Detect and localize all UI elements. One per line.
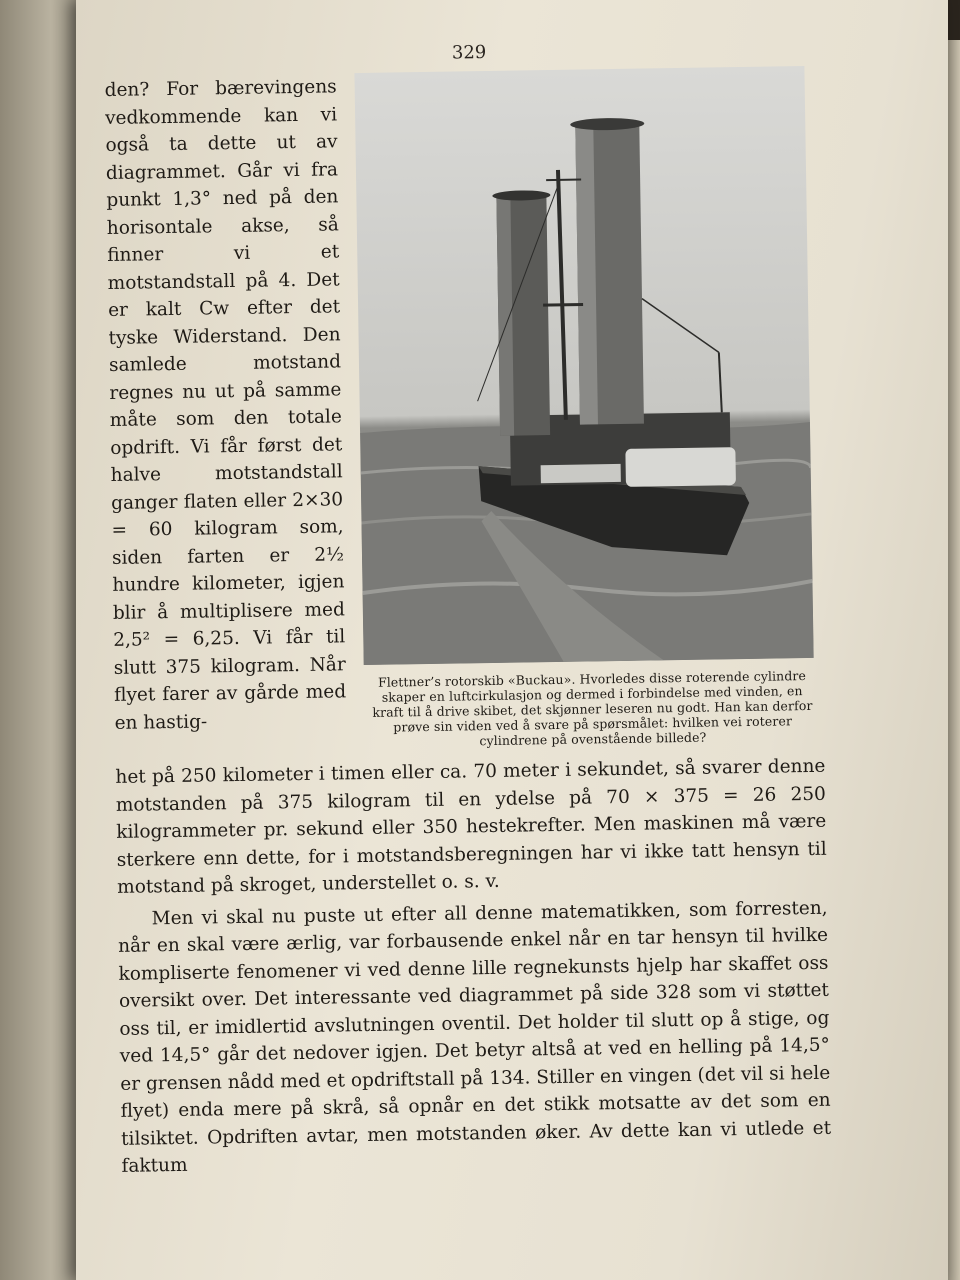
paragraph-1-narrow: den? For bærevingens vedkommende kan vi også ta dette ut av diagrammet. Går vi fra punkt 1,3° ned på den horisontale akse, så finner vi et motstandstall på 4. Det er kalt Cw efter det tyske Widerstand. Den samlede motstand regnes nu ut på samme måte som den totale opdrift. Vi får først det halve motstandstall ganger flaten eller 2×30 = 60 kilogram som, siden farten er 2½ hundre kilometer, igjen blir å multiplisere med 2,5² = 6,25. Vi får til slutt 375 kilogram. Når flyet farer av gårde med en hastig- (104, 76, 347, 734)
page-number: 329 (451, 41, 487, 64)
paragraph-2: Men vi skal nu puste ut efter all denne matematikken, som forresten, når en skal være ærlig, var forbausende enkel når en tar hensyn til hvilke kompliserte fenomener vi ved denne lille regnekunsts hjelp har skaffet oss oversikt over. Det interessante ved diagrammet på side 328 som vi støttet oss til, er imidlertid avslutningen oventil. Det holder til slutt op å stige, og ved 14,5° går det nedover igjen. Det betyr altså at ved en helling på 14,5° er grensen nådd med et opdriftstall på 134. Stiller en vingen (det vil si hele flyet) enda mere på skrå, så opnår en det stikk motsatte av det som en tilsiktet. Opdriften avtar, men motstanden øker. Av dette kan vi utlede et faktum (117, 897, 832, 1177)
rotor-ship-photo (354, 66, 813, 665)
figure-caption: Flettner’s rotorskib «Buckau». Hvorledes disse roterende cylindre skaper en luftcirkulasjon og dermed i forbindelse med vinden, en kraft til å drive skibet, det skjønner leseren nu godt. Han kan derfor prøve sin viden ved å svare på spørsmålet: hvilken vei roterer cylindrene på ovenstående billede? (372, 668, 813, 749)
page-content (104, 37, 832, 1181)
book-page (76, 0, 948, 1280)
figure (354, 66, 825, 750)
paragraph-1-continuation: het på 250 kilometer i timen eller ca. 70 meter i sekundet, så svarer denne motstanden på 375 kilogram til en ydelse på 70 × 375 = 26 250 kilogrammeter pr. sekund eller 350 hestekrefter. Men maskinen må være sterkere enn dette, for i motstandsberegningen har vi ikke tatt hensyn til motstand på skroget, understellet o. s. v. (115, 755, 827, 898)
rotor-ship-illustration (354, 66, 813, 665)
